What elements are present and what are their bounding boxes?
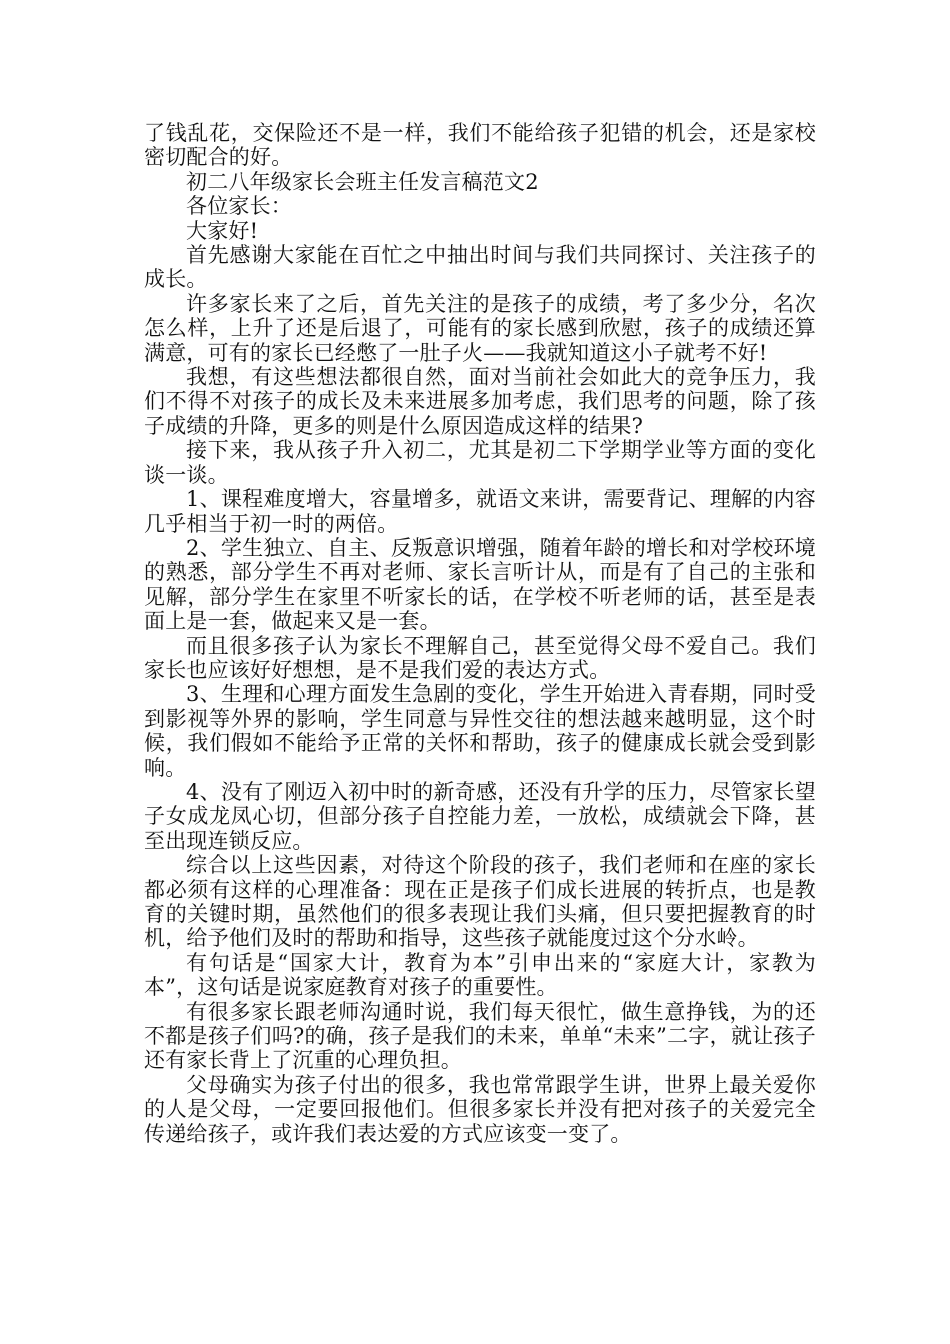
paragraph: 我想，有这些想法都很自然，面对当前社会如此大的竞争压力，我们不得不对孩子的成长及未来进展多加考虑，我们思考的问题，除了孩子成绩的升降，更多的则是什么原因造成这样的结果? <box>144 365 816 438</box>
list-item-4: 4、没有了刚迈入初中时的新奇感，还没有升学的压力，尽管家长望子女成龙凤心切，但部分孩子自控能力差，一放松，成绩就会下降，甚至出现连锁反应。 <box>144 779 816 853</box>
salutation: 各位家长： <box>186 194 292 219</box>
paragraph: 综合以上这些因素，对待这个阶段的孩子，我们老师和在座的家长都必须有这样的心理准备：现在正是孩子们成长进展的转折点，也是教育的关键时期，虽然他们的很多表现让我们头痛，但只要把握教育的时机，给予他们及时的帮助和指导，这些孩子就能度过这个分水岭。 <box>144 853 816 951</box>
paragraph: 有很多家长跟老师沟通时说，我们每天很忙，做生意挣钱，为的还不都是孩子们吗?的确，孩子是我们的未来，单单“未来”二字，就让孩子还有家长背上了沉重的心理负担。 <box>144 999 816 1073</box>
list-item-3: 3、生理和心理方面发生急剧的变化，学生开始进入青春期，同时受到影视等外界的影响，学生同意与异性交往的想法越来越明显，这个时候，我们假如不能给予正常的关怀和帮助，孩子的健康成长就会受到影响。 <box>144 682 816 780</box>
list-item-1: 1、课程难度增大，容量增多，就语文来讲，需要背记、理解的内容几乎相当于初一时的两倍。 <box>144 487 816 536</box>
paragraph: 而且很多孩子认为家长不理解自己，甚至觉得父母不爱自己。我们家长也应该好好想想，是不是我们爱的表达方式。 <box>144 633 816 682</box>
section-title: 初二八年级家长会班主任发言稿范文2 <box>186 169 539 194</box>
paragraph: 有句话是“国家大计，教育为本”引申出来的“家庭大计，家教为本”，这句话是说家庭教育对孩子的重要性。 <box>144 950 816 1000</box>
paragraph: 许多家长来了之后，首先关注的是孩子的成绩，考了多少分，名次怎么样，上升了还是后退了，可能有的家长感到欣慰，孩子的成绩还算满意，可有的家长已经憋了一肚子火——我就知道这小子就考不好! <box>144 291 816 365</box>
paragraph-continuation: 了钱乱花，交保险还不是一样，我们不能给孩子犯错的机会，还是家校密切配合的好。 <box>144 121 816 170</box>
paragraph: 接下来，我从孩子升入初二，尤其是初二下学期学业等方面的变化谈一谈。 <box>144 438 816 487</box>
document-body <box>144 121 816 1146</box>
paragraph: 首先感谢大家能在百忙之中抽出时间与我们共同探讨、关注孩子的成长。 <box>144 243 816 292</box>
list-item-2: 2、学生独立、自主、反叛意识增强，随着年龄的增长和对学校环境的熟悉，部分学生不再对老师、家长言听计从，而是有了自己的主张和见解，部分学生在家里不听家长的话，在学校不听老师的话，甚至是表面上是一套，做起来又是一套。 <box>144 535 816 634</box>
paragraph: 父母确实为孩子付出的很多，我也常常跟学生讲，世界上最关爱你的人是父母，一定要回报他们。但很多家长并没有把对孩子的关爱完全传递给孩子，或许我们表达爱的方式应该变一变了。 <box>144 1072 816 1146</box>
greeting: 大家好! <box>186 218 259 243</box>
